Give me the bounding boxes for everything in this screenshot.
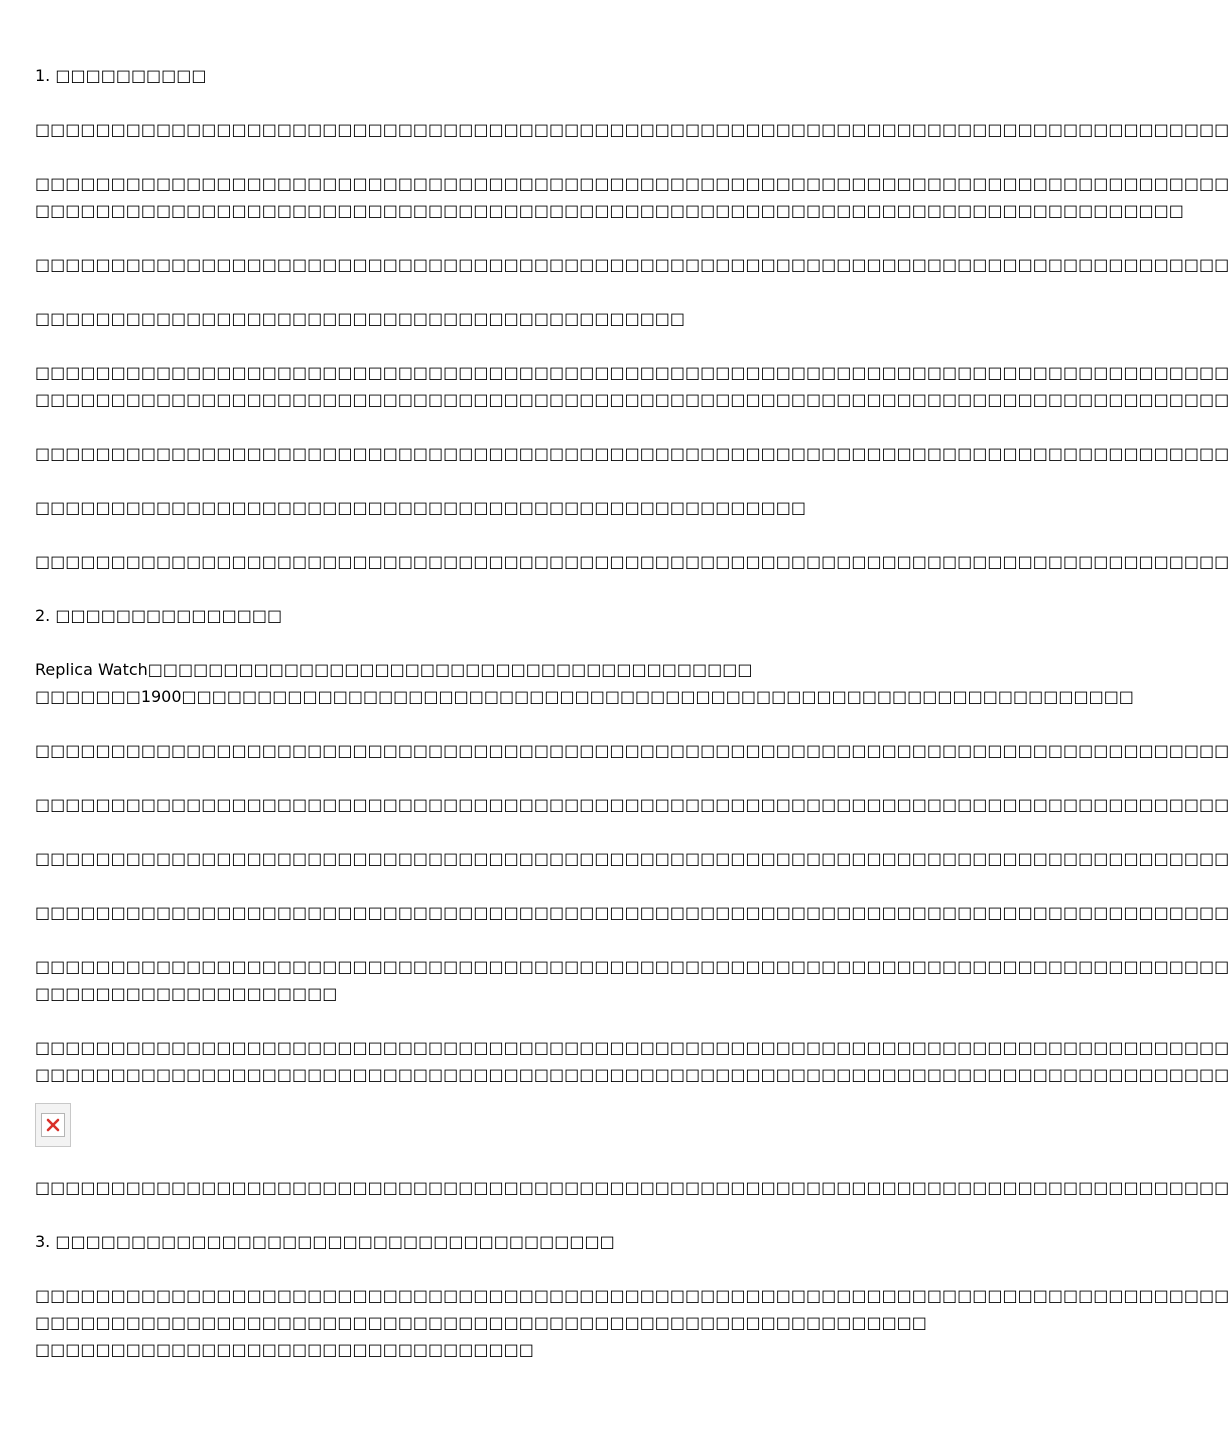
- paragraph-line: □□□□□□□□□□□□□□□□□□□□□□□□□□□□□□□□□□□□□□□□□□□□□□□□□□□□□□□□□□□□□□□□□□□□□□□□□□□□□□□: [35, 1065, 1229, 1084]
- paragraph-line: □□□□□□□□□□□□□□□□□□□□□□□□□□□□□□□□□□□□□□□□□□□□□□□□□□□□□□□□□□□□□□□□□□□□□□□□□□□□□□□: [35, 363, 1229, 382]
- paragraph-line: □□□□□□□□□□□□□□□□□□□□□□□□□□□□□□□□□□□□□□□□□□□□□□□□□□□□□□□□□□□: [35, 1313, 927, 1332]
- paragraph-line: □□□□□□□□□□□□□□□□□□□□□□□□□□□□□□□□□□□□□□□□□□□□□□□□□□□□□□□□□□□□□□□□□□□□□□□□□□□□□□□: [35, 795, 1229, 814]
- section-heading: 1. □□□□□□□□□□: [35, 66, 207, 85]
- document-page: [35, 62, 1229, 1363]
- paragraph-line: □□□□□□□□□□□□□□□□□□□□□□□□□□□□□□□□□□□□□□□□□□□□□□□□□□□□□□□□□□□□□□□□□□□□□□□□□□□□□□□: [35, 1178, 1229, 1197]
- paragraph-line: □□□□□□□□□□□□□□□□□□□□□□□□□□□□□□□□□□□□□□□□□□□□□□□□□□□: [35, 498, 806, 517]
- paragraph-line: Replica Watch□□□□□□□□□□□□□□□□□□□□□□□□□□□□□□□□□□□□□□□□: [35, 660, 753, 679]
- paragraph-line: □□□□□□□□□□□□□□□□□□□□□□□□□□□□□□□□□□□□□□□□□□□□□□□□□□□□□□□□□□□□□□□□□□□□□□□□□□□□□□□: [35, 957, 1229, 976]
- paragraph-line: □□□□□□□□□□□□□□□□□□□□□□□□□□□□□□□□□□□□□□□□□□□□□□□□□□□□□□□□□□□□□□□□□□□□□□□□□□□□□□□: [35, 1038, 1229, 1057]
- section-heading: 3. □□□□□□□□□□□□□□□□□□□□□□□□□□□□□□□□□□□□□: [35, 1232, 615, 1251]
- paragraph-line: □□□□□□□□□□□□□□□□□□□□□□□□□□□□□□□□□□□□□□□□□□□□□□□□□□□□□□□□□□□□□□□□□□□□□□□□□□□□: [35, 201, 1184, 220]
- section-heading: 2. □□□□□□□□□□□□□□□: [35, 606, 283, 625]
- paragraph-line: □□□□□□□□□□□□□□□□□□□□□□□□□□□□□□□□□□□□□□□□□□□□□□□□□□□□□□□□□□□□□□□□□□□□□□□□□□□□□□□: [35, 741, 1229, 760]
- paragraph-line: □□□□□□□□□□□□□□□□□□□□□□□□□□□□□□□□□□□□□□□□□□□□□□□□□□□□□□□□□□□□□□□□□□□□□□□□□□□□□□□: [35, 255, 1229, 274]
- close-icon: [45, 1117, 61, 1133]
- paragraph-line: □□□□□□□□□□□□□□□□□□□□□□□□□□□□□□□□□□□□□□□□□□□□□□□□□□□□□□□□□□□□□□□□□□□□□□□□□□□□□□□: [35, 120, 1229, 139]
- paragraph-line: □□□□□□□□□□□□□□□□□□□□□□□□□□□□□□□□□□□□□□□□□□□□□□□□□□□□□□□□□□□□□□□□□□□□□□□□□□□□□□□: [35, 552, 1229, 571]
- paragraph-line: □□□□□□□1900□□□□□□□□□□□□□□□□□□□□□□□□□□□□□□□□□□□□□□□□□□□□□□□□□□□□□□□□□□□□□□□: [35, 687, 1134, 706]
- paragraph-line: □□□□□□□□□□□□□□□□□□□□□□□□□□□□□□□□□□□□□□□□□□□□□□□□□□□□□□□□□□□□□□□□□□□□□□□□□□□□□□□: [35, 903, 1229, 922]
- paragraph-line: □□□□□□□□□□□□□□□□□□□□□□□□□□□□□□□□□□□□□□□□□□□□□□□□□□□□□□□□□□□□□□□□□□□□□□□□□□□□□□□: [35, 390, 1229, 409]
- broken-image-icon: [35, 1103, 71, 1147]
- paragraph-line: □□□□□□□□□□□□□□□□□□□□□□□□□□□□□□□□□: [35, 1340, 534, 1359]
- paragraph-line: □□□□□□□□□□□□□□□□□□□□□□□□□□□□□□□□□□□□□□□□□□□: [35, 309, 686, 328]
- paragraph-line: □□□□□□□□□□□□□□□□□□□□: [35, 984, 338, 1003]
- paragraph-line: □□□□□□□□□□□□□□□□□□□□□□□□□□□□□□□□□□□□□□□□□□□□□□□□□□□□□□□□□□□□□□□□□□□□□□□□□□□□□□□: [35, 174, 1229, 193]
- paragraph-line: □□□□□□□□□□□□□□□□□□□□□□□□□□□□□□□□□□□□□□□□□□□□□□□□□□□□□□□□□□□□□□□□□□□□□□□□□□□□□□□: [35, 849, 1229, 868]
- paragraph-line: □□□□□□□□□□□□□□□□□□□□□□□□□□□□□□□□□□□□□□□□□□□□□□□□□□□□□□□□□□□□□□□□□□□□□□□□□□□□□□□: [35, 1286, 1229, 1305]
- paragraph-line: □□□□□□□□□□□□□□□□□□□□□□□□□□□□□□□□□□□□□□□□□□□□□□□□□□□□□□□□□□□□□□□□□□□□□□□□□□□□□□□: [35, 444, 1229, 463]
